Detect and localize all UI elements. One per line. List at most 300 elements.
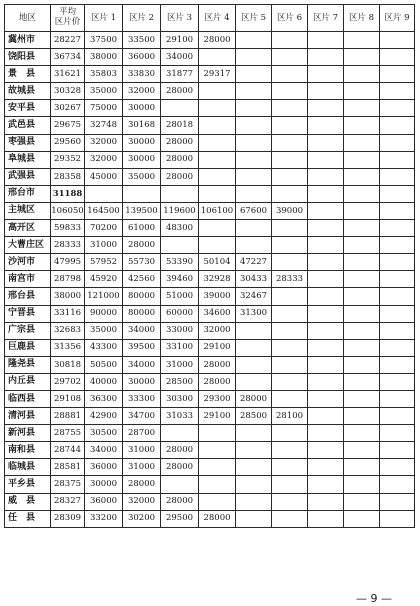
- zone-price-cell: [236, 49, 272, 66]
- header-zone-2: 区片 2: [123, 5, 161, 32]
- zone-price-cell: 32000: [123, 493, 161, 510]
- average-price-cell: 32683: [51, 322, 85, 339]
- zone-price-cell: 33500: [123, 32, 161, 49]
- zone-price-cell: 35000: [85, 83, 123, 100]
- zone-price-cell: [308, 356, 344, 373]
- zone-price-cell: 50500: [85, 356, 123, 373]
- zone-price-cell: [344, 339, 380, 356]
- zone-price-cell: [308, 185, 344, 202]
- zone-price-cell: 32000: [85, 134, 123, 151]
- region-name-cell: 邢台市: [5, 185, 51, 202]
- zone-price-cell: [199, 476, 236, 493]
- zone-price-cell: [236, 322, 272, 339]
- zone-price-cell: 45920: [85, 271, 123, 288]
- zone-price-cell: 32000: [199, 322, 236, 339]
- average-price-cell: 47995: [51, 254, 85, 271]
- table-row: [5, 425, 415, 442]
- table-row: [5, 66, 415, 83]
- region-name-cell: 枣强县: [5, 134, 51, 151]
- region-name-cell: 平乡县: [5, 476, 51, 493]
- zone-price-cell: [236, 151, 272, 168]
- zone-price-cell: [380, 493, 415, 510]
- page-number: — 9 —: [356, 592, 392, 605]
- region-name-cell: 故城县: [5, 83, 51, 100]
- region-name-cell: 宁晋县: [5, 305, 51, 322]
- zone-price-cell: 61000: [123, 220, 161, 237]
- zone-price-cell: [308, 442, 344, 459]
- zone-price-cell: [344, 134, 380, 151]
- zone-price-cell: [272, 493, 308, 510]
- zone-price-cell: [308, 32, 344, 49]
- table-row: [5, 83, 415, 100]
- zone-price-cell: 30000: [85, 476, 123, 493]
- header-average-price: 平均 区片价: [51, 5, 85, 32]
- region-name-cell: 南宫市: [5, 271, 51, 288]
- zone-price-cell: [344, 305, 380, 322]
- zone-price-cell: 28000: [161, 83, 199, 100]
- header-zone-1: 区片 1: [85, 5, 123, 32]
- zone-price-cell: [380, 134, 415, 151]
- header-zone-8: 区片 8: [344, 5, 380, 32]
- zone-price-cell: [236, 100, 272, 117]
- zone-price-cell: 75000: [85, 100, 123, 117]
- zone-price-cell: [308, 373, 344, 390]
- header-zone-3: 区片 3: [161, 5, 199, 32]
- zone-price-cell: [236, 425, 272, 442]
- header-zone-6: 区片 6: [272, 5, 308, 32]
- table-row: [5, 254, 415, 271]
- zone-price-cell: 30200: [123, 510, 161, 527]
- zone-price-cell: [344, 356, 380, 373]
- zone-price-cell: 28000: [199, 510, 236, 527]
- zone-price-cell: [344, 476, 380, 493]
- zone-price-cell: [380, 117, 415, 134]
- zone-price-cell: 47227: [236, 254, 272, 271]
- zone-price-cell: [344, 237, 380, 254]
- zone-price-cell: 30300: [161, 390, 199, 407]
- table-row: [5, 373, 415, 390]
- zone-price-cell: [272, 237, 308, 254]
- zone-price-cell: 29317: [199, 66, 236, 83]
- average-price-cell: 29560: [51, 134, 85, 151]
- zone-price-cell: [380, 322, 415, 339]
- zone-price-cell: 32000: [85, 151, 123, 168]
- zone-price-cell: 33830: [123, 66, 161, 83]
- zone-price-cell: 32748: [85, 117, 123, 134]
- zone-price-cell: 31000: [123, 442, 161, 459]
- region-name-cell: 大曹庄区: [5, 237, 51, 254]
- zone-price-cell: 45000: [85, 168, 123, 185]
- average-price-cell: 28744: [51, 442, 85, 459]
- table-row: [5, 100, 415, 117]
- zone-price-cell: [344, 66, 380, 83]
- average-price-cell: 38000: [51, 288, 85, 305]
- zone-price-cell: 31000: [161, 356, 199, 373]
- table-row: [5, 202, 415, 219]
- zone-price-cell: [344, 254, 380, 271]
- zone-price-cell: [272, 305, 308, 322]
- zone-price-cell: [344, 459, 380, 476]
- zone-price-cell: [380, 459, 415, 476]
- zone-price-cell: [380, 237, 415, 254]
- zone-price-cell: [344, 185, 380, 202]
- zone-price-cell: [199, 151, 236, 168]
- zone-price-cell: [123, 185, 161, 202]
- table-row: [5, 510, 415, 527]
- average-price-cell: 28798: [51, 271, 85, 288]
- zone-price-cell: [308, 459, 344, 476]
- zone-price-cell: [161, 425, 199, 442]
- header-zone-9: 区片 9: [380, 5, 415, 32]
- zone-price-cell: [236, 134, 272, 151]
- zone-price-cell: [380, 202, 415, 219]
- table-row: [5, 322, 415, 339]
- average-price-cell: 28309: [51, 510, 85, 527]
- zone-price-cell: 90000: [85, 305, 123, 322]
- zone-price-cell: [272, 288, 308, 305]
- table-row: [5, 476, 415, 493]
- zone-price-cell: [344, 493, 380, 510]
- zone-price-cell: 60000: [161, 305, 199, 322]
- zone-price-cell: [308, 83, 344, 100]
- zone-price-cell: [272, 356, 308, 373]
- zone-price-cell: [272, 185, 308, 202]
- zone-price-cell: 39500: [123, 339, 161, 356]
- average-price-cell: 29702: [51, 373, 85, 390]
- zone-price-cell: [199, 134, 236, 151]
- zone-price-cell: [236, 66, 272, 83]
- zone-price-cell: 40000: [85, 373, 123, 390]
- zone-price-cell: [308, 425, 344, 442]
- region-name-cell: 新河县: [5, 425, 51, 442]
- average-price-cell: 28333: [51, 237, 85, 254]
- zone-price-cell: [236, 493, 272, 510]
- average-price-cell: 30328: [51, 83, 85, 100]
- zone-price-cell: [272, 151, 308, 168]
- zone-price-cell: 30000: [123, 373, 161, 390]
- zone-price-cell: 33100: [161, 339, 199, 356]
- zone-price-cell: 51000: [161, 288, 199, 305]
- zone-price-cell: 30433: [236, 271, 272, 288]
- zone-price-cell: 28000: [123, 476, 161, 493]
- region-name-cell: 沙河市: [5, 254, 51, 271]
- zone-price-cell: 28000: [161, 442, 199, 459]
- zone-price-cell: 28000: [161, 459, 199, 476]
- region-name-cell: 巨鹿县: [5, 339, 51, 356]
- zone-price-cell: [272, 476, 308, 493]
- zone-price-cell: 34600: [199, 305, 236, 322]
- zone-price-cell: 29500: [161, 510, 199, 527]
- average-price-cell: 28227: [51, 32, 85, 49]
- zone-price-cell: [236, 168, 272, 185]
- zone-price-cell: [380, 356, 415, 373]
- zone-price-cell: [199, 442, 236, 459]
- zone-price-cell: [308, 322, 344, 339]
- zone-price-cell: 28000: [161, 168, 199, 185]
- zone-price-cell: [236, 510, 272, 527]
- average-price-cell: 31188: [51, 185, 85, 202]
- zone-price-cell: [308, 305, 344, 322]
- zone-price-cell: 31000: [85, 237, 123, 254]
- zone-price-cell: [308, 271, 344, 288]
- average-price-cell: 28327: [51, 493, 85, 510]
- zone-price-cell: 31000: [123, 459, 161, 476]
- region-name-cell: 景 县: [5, 66, 51, 83]
- table-row: [5, 185, 415, 202]
- zone-price-cell: [344, 271, 380, 288]
- average-price-cell: 29352: [51, 151, 85, 168]
- table-body: [5, 32, 415, 528]
- zone-price-cell: [272, 168, 308, 185]
- zone-price-cell: [380, 83, 415, 100]
- zone-price-cell: [380, 339, 415, 356]
- zone-price-cell: [308, 254, 344, 271]
- zone-price-cell: 33000: [161, 322, 199, 339]
- zone-price-cell: [236, 442, 272, 459]
- zone-price-cell: [308, 202, 344, 219]
- zone-price-cell: [199, 220, 236, 237]
- zone-price-cell: [199, 425, 236, 442]
- region-name-cell: 邢台县: [5, 288, 51, 305]
- zone-price-cell: 39000: [272, 202, 308, 219]
- zone-price-cell: [344, 322, 380, 339]
- average-price-cell: 106050: [51, 202, 85, 219]
- zone-price-cell: 28100: [272, 408, 308, 425]
- zone-price-cell: [272, 83, 308, 100]
- zone-price-cell: [380, 408, 415, 425]
- zone-price-cell: 55730: [123, 254, 161, 271]
- zone-price-cell: [236, 476, 272, 493]
- zone-price-cell: [380, 49, 415, 66]
- table-row: [5, 134, 415, 151]
- zone-price-cell: [344, 510, 380, 527]
- zone-price-cell: [272, 100, 308, 117]
- zone-price-cell: 34700: [123, 408, 161, 425]
- table-row: [5, 117, 415, 134]
- zone-price-cell: 30168: [123, 117, 161, 134]
- zone-price-cell: 28000: [161, 493, 199, 510]
- region-name-cell: 冀州市: [5, 32, 51, 49]
- zone-price-cell: [380, 510, 415, 527]
- table-row: [5, 49, 415, 66]
- zone-price-cell: [308, 66, 344, 83]
- zone-price-cell: 36000: [123, 49, 161, 66]
- zone-price-cell: 32467: [236, 288, 272, 305]
- zone-price-cell: [344, 168, 380, 185]
- average-price-cell: 30267: [51, 100, 85, 117]
- zone-price-cell: 28500: [236, 408, 272, 425]
- zone-price-cell: [308, 100, 344, 117]
- zone-price-cell: [236, 32, 272, 49]
- table-row: [5, 271, 415, 288]
- zone-price-cell: [199, 168, 236, 185]
- zone-price-cell: 39460: [161, 271, 199, 288]
- zone-price-cell: 31877: [161, 66, 199, 83]
- zone-price-cell: 42560: [123, 271, 161, 288]
- zone-price-cell: [308, 220, 344, 237]
- header-zone-4: 区片 4: [199, 5, 236, 32]
- zone-price-cell: 32000: [123, 83, 161, 100]
- zone-price-cell: 28700: [123, 425, 161, 442]
- zone-price-cell: [308, 237, 344, 254]
- region-name-cell: 清河县: [5, 408, 51, 425]
- zone-price-cell: 28000: [199, 356, 236, 373]
- region-name-cell: 隆尧县: [5, 356, 51, 373]
- zone-price-cell: [344, 83, 380, 100]
- zone-price-cell: 30000: [123, 100, 161, 117]
- zone-price-cell: [308, 339, 344, 356]
- zone-price-cell: [272, 49, 308, 66]
- zone-price-cell: [380, 373, 415, 390]
- zone-price-cell: [380, 476, 415, 493]
- zone-price-cell: 28000: [161, 134, 199, 151]
- zone-price-cell: 39000: [199, 288, 236, 305]
- average-price-cell: 36734: [51, 49, 85, 66]
- zone-price-cell: [308, 151, 344, 168]
- zone-price-cell: [308, 49, 344, 66]
- zone-price-cell: [380, 254, 415, 271]
- zone-price-cell: 50104: [199, 254, 236, 271]
- zone-price-cell: [236, 117, 272, 134]
- zone-price-cell: [272, 425, 308, 442]
- zone-price-cell: 36000: [85, 459, 123, 476]
- zone-price-cell: 42900: [85, 408, 123, 425]
- zone-price-cell: [344, 425, 380, 442]
- header-region: 地区: [5, 5, 51, 32]
- region-name-cell: 安平县: [5, 100, 51, 117]
- zone-price-cell: [199, 493, 236, 510]
- region-name-cell: 临西县: [5, 390, 51, 407]
- average-price-cell: 33116: [51, 305, 85, 322]
- zone-price-cell: 35000: [85, 322, 123, 339]
- table-row: [5, 408, 415, 425]
- zone-price-cell: 36300: [85, 390, 123, 407]
- zone-price-cell: [236, 459, 272, 476]
- zone-price-cell: 33200: [85, 510, 123, 527]
- table-row: [5, 459, 415, 476]
- zone-price-cell: [344, 117, 380, 134]
- zone-price-cell: [344, 373, 380, 390]
- zone-price-cell: 31033: [161, 408, 199, 425]
- zone-price-cell: [380, 32, 415, 49]
- zone-price-cell: 29100: [161, 32, 199, 49]
- zone-price-cell: 30500: [85, 425, 123, 442]
- average-price-cell: 29675: [51, 117, 85, 134]
- zone-price-cell: 121000: [85, 288, 123, 305]
- zone-price-cell: [308, 288, 344, 305]
- zone-price-cell: [272, 339, 308, 356]
- zone-price-cell: [380, 168, 415, 185]
- table-row: [5, 32, 415, 49]
- zone-price-cell: 119600: [161, 202, 199, 219]
- zone-price-cell: 38000: [85, 49, 123, 66]
- zone-price-cell: [199, 237, 236, 254]
- table-row: [5, 390, 415, 407]
- zone-price-cell: [308, 510, 344, 527]
- zone-price-cell: [344, 32, 380, 49]
- zone-price-cell: 57952: [85, 254, 123, 271]
- zone-price-cell: [272, 322, 308, 339]
- zone-price-cell: [236, 220, 272, 237]
- zone-price-cell: [236, 339, 272, 356]
- zone-price-cell: [199, 49, 236, 66]
- average-price-cell: 31621: [51, 66, 85, 83]
- zone-price-cell: [380, 271, 415, 288]
- zone-price-cell: 30000: [123, 151, 161, 168]
- zone-price-cell: [380, 425, 415, 442]
- zone-price-cell: 29100: [199, 408, 236, 425]
- zone-price-cell: 34000: [161, 49, 199, 66]
- zone-price-cell: 67600: [236, 202, 272, 219]
- zone-price-cell: [161, 185, 199, 202]
- zone-price-cell: [199, 100, 236, 117]
- zone-price-cell: [344, 408, 380, 425]
- zone-price-cell: [308, 408, 344, 425]
- zone-price-cell: [272, 459, 308, 476]
- table-row: [5, 168, 415, 185]
- zone-price-cell: 139500: [123, 202, 161, 219]
- zone-price-cell: 28000: [123, 237, 161, 254]
- zone-price-cell: 43300: [85, 339, 123, 356]
- zone-price-cell: 34000: [123, 356, 161, 373]
- zone-price-cell: [344, 288, 380, 305]
- zone-price-cell: 28000: [199, 373, 236, 390]
- table-row: [5, 288, 415, 305]
- zone-price-cell: 35803: [85, 66, 123, 83]
- region-name-cell: 阜城县: [5, 151, 51, 168]
- region-name-cell: 武邑县: [5, 117, 51, 134]
- region-name-cell: 临城县: [5, 459, 51, 476]
- zone-price-cell: [344, 202, 380, 219]
- average-price-cell: 28755: [51, 425, 85, 442]
- average-price-cell: 28881: [51, 408, 85, 425]
- zone-price-cell: [344, 49, 380, 66]
- zone-price-cell: 32928: [199, 271, 236, 288]
- table-row: [5, 356, 415, 373]
- zone-price-cell: [308, 476, 344, 493]
- zone-price-cell: 106100: [199, 202, 236, 219]
- zone-price-cell: [199, 185, 236, 202]
- table-header-row: [5, 5, 415, 32]
- zone-price-cell: [161, 476, 199, 493]
- zone-price-cell: 28333: [272, 271, 308, 288]
- zone-price-cell: [344, 390, 380, 407]
- zone-price-cell: [308, 168, 344, 185]
- zone-price-cell: 80000: [123, 288, 161, 305]
- zone-price-cell: [380, 442, 415, 459]
- zone-price-cell: [272, 373, 308, 390]
- zone-price-cell: [85, 185, 123, 202]
- zone-price-cell: 35000: [123, 168, 161, 185]
- zone-price-cell: [380, 185, 415, 202]
- zone-price-cell: [272, 32, 308, 49]
- zone-price-cell: [199, 459, 236, 476]
- zone-price-cell: [380, 288, 415, 305]
- zone-price-cell: [308, 493, 344, 510]
- zone-price-cell: 28000: [161, 151, 199, 168]
- region-name-cell: 广宗县: [5, 322, 51, 339]
- zone-price-cell: [236, 356, 272, 373]
- average-price-cell: 29108: [51, 390, 85, 407]
- zone-price-cell: 164500: [85, 202, 123, 219]
- zone-price-cell: 53390: [161, 254, 199, 271]
- zone-price-cell: 80000: [123, 305, 161, 322]
- zone-price-cell: [380, 151, 415, 168]
- zone-price-cell: [199, 83, 236, 100]
- zone-price-cell: [272, 390, 308, 407]
- zone-price-cell: [380, 305, 415, 322]
- average-price-cell: 28358: [51, 168, 85, 185]
